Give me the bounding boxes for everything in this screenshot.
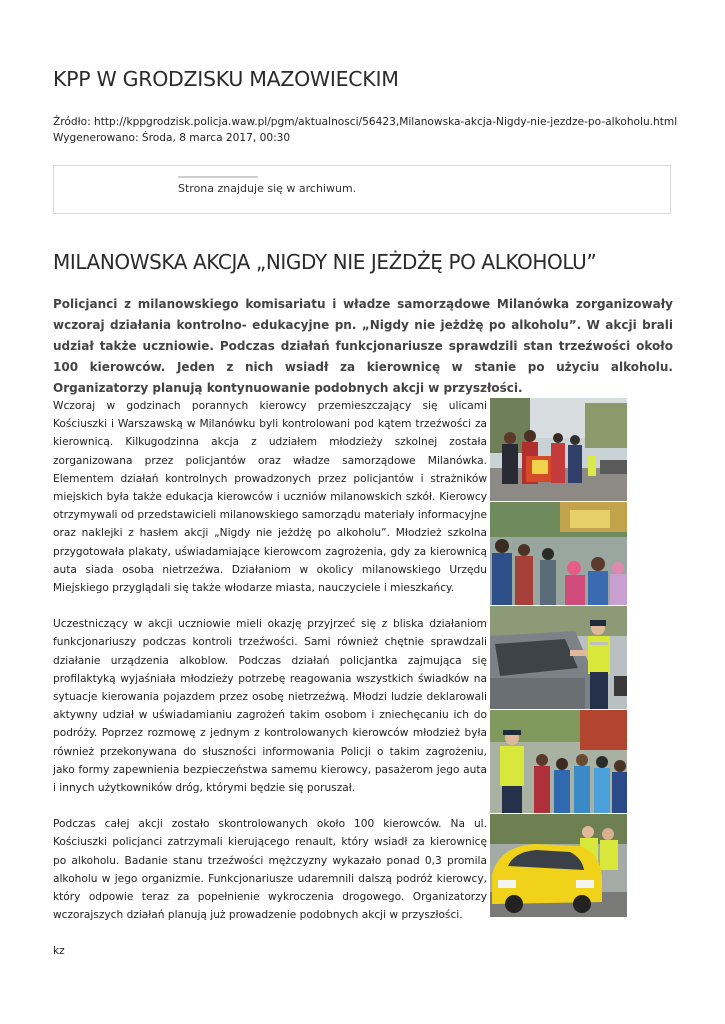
archive-notice: [53, 165, 671, 214]
photo-officer-students[interactable]: [490, 710, 627, 813]
article-paragraph: Wczoraj w godzinach porannych kierowcy przemieszczający się ulicami Kościuszki i Warszawską w Milanówku byli kontrolowani pod kątem trzeźwości za kierownicą. Kilkugodzinna akcja z udziałem młodzieży szkolnej została zorganizowana przez policjantów oraz władze samorządowe Milanówka. Elementem działań kontrolnych prowadzonych przez policjantów i strażników miejskich była także edukacja kierowców i uczniów milanowskich szkół. Kierowcy otrzymywali od przedstawicieli milanowskiego samorządu materiały informacyjne oraz naklejki z hasłem akcji „Nigdy nie jeżdżę po alkoholu”. Młodzież szkolna przygotowała plakaty, uświadamiające kierowcom zagrożenia, gdy za kierownicą auta siada osoba nietrzeźwa. Działaniom w okolicy milanowskiego Urzędu Miejskiego przyglądali się także włodarze miasta, nauczyciele i mieszkańcy.: [53, 400, 487, 595]
article-paragraph: Uczestniczący w akcji uczniowie mieli okazję przyjrzeć się z bliska działaniom funkcjonariuszy podczas kontroli trzeźwości. Sami również chętnie sprawdzali działanie urządzenia alkoblow. Podczas działań policjantka zajmująca się profilaktyką wyjaśniała młodzieży potrzebę reagowania wszystkich świadków na sytuacje kierowania pojazdem przez osobę nietrzeźwą. Młodzi ludzie deklarowali aktywny udział w uświadamianiu zagrożeń takim osobom i zniechęcaniu ich do podróży. Poprzez rozmowę z jednym z kontrolowanych kierowców młodzież była również przekonywana do słuszności informowania Policji o takim zagrożeniu, jako formy zapewnienia bezpieczeństwa samemu kierowcy, pasażerom jego auta i innych użytkowników dróg, którymi będzie się poruszał.: [53, 618, 487, 795]
document-meta: [53, 114, 677, 146]
generated-line: Wygenerowano: Środa, 8 marca 2017, 00:30: [53, 132, 291, 144]
article-paragraph: Podczas całej akcji zostało skontrolowanych około 100 kierowców. Na ul. Kościuszki policjanci zatrzymali kierującego renault, który wsiadł za kierownicę po alkoholu. Badanie stanu trzeźwości mężczyzny wykazało ponad 0,3 promila alkoholu w jego organizmie. Funkcjonariusze udaremnili dalszą podróż kierowcy, który odpowie teraz za popełnienie wykroczenia drogowego. Organizatorzy wczorajszych działań planują już prowadzenie podobnych akcji w przyszłości.: [53, 818, 487, 922]
article-body: [53, 397, 487, 979]
photo-officer-car[interactable]: [490, 606, 627, 709]
site-title: KPP W GRODZISKU MAZOWIECKIM: [53, 67, 399, 91]
photo-students-banner[interactable]: [490, 398, 627, 501]
archive-divider: [178, 176, 258, 178]
article-title: MILANOWSKA AKCJA „NIGDY NIE JEŻDŻĘ PO ALKOHOLU”: [53, 250, 597, 274]
article-signature: kz: [53, 945, 65, 958]
source-line[interactable]: Źródło: http://kppgrodzisk.policja.waw.pl/pgm/aktualnosci/56423,Milanowska-akcja-Nigdy-nie-jezdze-po-alkoholu.html: [53, 116, 678, 128]
photo-gallery: [490, 398, 627, 918]
photo-children-posters[interactable]: [490, 502, 627, 605]
photo-yellow-car[interactable]: [490, 814, 627, 917]
article-lead: Policjanci z milanowskiego komisariatu i władze samorządowe Milanówka zorganizowały wczoraj działania kontrolno- edukacyjne pn. „Nigdy nie jeżdżę po alkoholu”. W akcji brali udział także uczniowie. Podczas działań funkcjonariusze sprawdzili stan trzeźwości około 100 kierowców. Jeden z nich wsiadł za kierownicę w stanie po użyciu alkoholu. Organizatorzy planują kontynuowanie podobnych akcji w przyszłości.: [53, 297, 673, 395]
archive-text: Strona znajduje się w archiwum.: [178, 182, 357, 195]
